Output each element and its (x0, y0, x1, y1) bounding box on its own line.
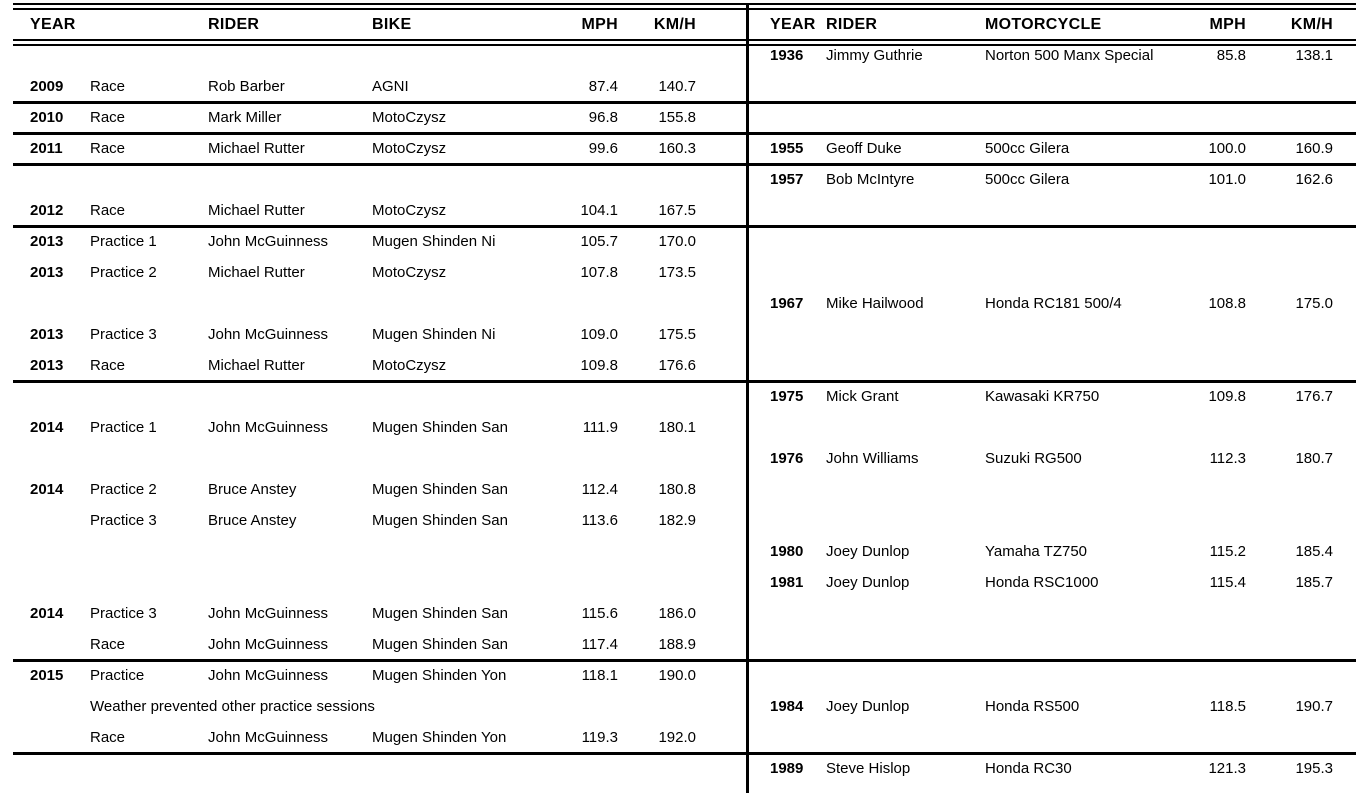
header-row (0, 15, 1360, 35)
rider-cell: Michael Rutter (208, 202, 305, 219)
kmh-cell: 173.5 (658, 264, 696, 281)
table-row (0, 170, 1360, 190)
rider-cell: Steve Hislop (826, 760, 911, 777)
mph-cell: 100.0 (1208, 140, 1246, 157)
year-cell: 2014 (30, 481, 64, 498)
session-cell: Race (90, 729, 126, 746)
table-row (0, 697, 1360, 717)
year-cell: 2014 (30, 419, 64, 436)
table-row (0, 108, 1360, 128)
rider-cell: Rob Barber (208, 78, 285, 95)
rider-cell: Joey Dunlop (826, 574, 910, 591)
rider-cell: John McGuinness (208, 419, 329, 436)
bike-cell: Mugen Shinden Ni (372, 233, 496, 250)
motorcycle-cell: Suzuki RG500 (985, 450, 1082, 467)
kmh-cell: 162.6 (1295, 171, 1333, 188)
rider-cell: John Williams (826, 450, 919, 467)
rider-cell: John McGuinness (208, 667, 329, 684)
table-row (0, 573, 1360, 593)
table-row (0, 511, 1360, 531)
kmh-cell: 180.7 (1295, 450, 1333, 467)
separator-line (13, 225, 1356, 228)
bike-cell: Mugen Shinden San (372, 419, 508, 436)
right-header-kmh: KM/H (1290, 16, 1333, 33)
right-header-motorcycle: MOTORCYCLE (985, 16, 1102, 33)
table-row (0, 263, 1360, 283)
kmh-cell: 176.7 (1295, 388, 1333, 405)
mph-cell: 115.6 (581, 605, 618, 622)
separator-line (13, 659, 1356, 662)
motorcycle-cell: Norton 500 Manx Special (985, 47, 1154, 64)
table-row (0, 728, 1360, 748)
header-rule-1 (13, 39, 1356, 41)
kmh-cell: 188.9 (658, 636, 696, 653)
rider-cell: Joey Dunlop (826, 543, 910, 560)
mph-cell: 112.4 (581, 481, 618, 498)
table-row (0, 542, 1360, 562)
separator-line (13, 752, 1356, 755)
kmh-cell: 185.7 (1295, 574, 1333, 591)
right-header-year: YEAR (770, 16, 816, 33)
year-cell: 1984 (770, 698, 804, 715)
table-row (0, 418, 1360, 438)
kmh-cell: 176.6 (658, 357, 696, 374)
motorcycle-cell: Yamaha TZ750 (985, 543, 1088, 560)
top-rule-1 (13, 3, 1356, 5)
year-cell: 2013 (30, 357, 64, 374)
year-cell: 2013 (30, 264, 64, 281)
rider-cell: John McGuinness (208, 729, 329, 746)
kmh-cell: 180.8 (658, 481, 696, 498)
mph-cell: 104.1 (580, 202, 618, 219)
bike-cell: Mugen Shinden Ni (372, 326, 496, 343)
rider-cell: Michael Rutter (208, 264, 305, 281)
kmh-cell: 182.9 (658, 512, 696, 529)
session-cell: Practice 2 (90, 264, 157, 281)
year-cell: 1955 (770, 140, 804, 157)
mph-cell: 101.0 (1208, 171, 1246, 188)
separator-line (13, 380, 1356, 383)
mph-cell: 119.3 (581, 729, 618, 746)
right-header-mph: MPH (1209, 16, 1246, 33)
kmh-cell: 167.5 (658, 202, 696, 219)
table-row (0, 759, 1360, 779)
year-cell: 2013 (30, 326, 64, 343)
kmh-cell: 160.3 (658, 140, 696, 157)
year-cell: 2009 (30, 78, 64, 95)
session-cell: Race (90, 636, 126, 653)
motorcycle-cell: Honda RS500 (985, 698, 1080, 715)
kmh-cell: 190.7 (1295, 698, 1333, 715)
separator-line (13, 163, 1356, 166)
session-cell: Race (90, 202, 126, 219)
left-header-mph: MPH (581, 16, 618, 33)
session-cell: Practice 1 (90, 419, 157, 436)
left-header-kmh: KM/H (653, 16, 696, 33)
mph-cell: 85.8 (1216, 47, 1246, 64)
bike-cell: Mugen Shinden San (372, 605, 508, 622)
session-cell: Race (90, 78, 126, 95)
year-cell: 1980 (770, 543, 804, 560)
table-row (0, 635, 1360, 655)
year-cell: 2011 (30, 140, 63, 157)
kmh-cell: 138.1 (1295, 47, 1333, 64)
mph-cell: 109.8 (1208, 388, 1246, 405)
mph-cell: 107.8 (580, 264, 618, 281)
bike-cell: Mugen Shinden San (372, 512, 508, 529)
separator-line (13, 101, 1356, 104)
session-cell: Race (90, 357, 126, 374)
year-cell: 1957 (770, 171, 804, 188)
table-row (0, 356, 1360, 376)
mph-cell: 109.8 (580, 357, 618, 374)
bike-cell: MotoCzysz (372, 357, 447, 374)
rider-cell: Joey Dunlop (826, 698, 910, 715)
motorcycle-cell: 500cc Gilera (985, 140, 1070, 157)
bike-cell: MotoCzysz (372, 109, 447, 126)
left-header-year: YEAR (30, 16, 76, 33)
table-row (0, 77, 1360, 97)
year-cell: 1989 (770, 760, 804, 777)
year-cell: 1975 (770, 388, 804, 405)
mph-cell: 109.0 (580, 326, 618, 343)
session-cell: Practice 2 (90, 481, 157, 498)
table-row (0, 480, 1360, 500)
table-row (0, 666, 1360, 686)
bike-cell: MotoCzysz (372, 140, 447, 157)
table-row (0, 294, 1360, 314)
rider-cell: Michael Rutter (208, 357, 305, 374)
mph-cell: 118.1 (581, 667, 618, 684)
year-cell: 2013 (30, 233, 64, 250)
kmh-cell: 140.7 (658, 78, 696, 95)
mph-cell: 87.4 (588, 78, 618, 95)
rider-cell: Mick Grant (826, 388, 899, 405)
kmh-cell: 155.8 (658, 109, 696, 126)
motorcycle-cell: 500cc Gilera (985, 171, 1070, 188)
mph-cell: 118.5 (1209, 698, 1246, 715)
session-cell: Race (90, 140, 126, 157)
bike-cell: MotoCzysz (372, 264, 447, 281)
session-cell: Practice (90, 667, 145, 684)
mph-cell: 112.3 (1209, 450, 1246, 467)
kmh-cell: 170.0 (658, 233, 696, 250)
year-cell: 1981 (770, 574, 804, 591)
table-row (0, 604, 1360, 624)
rider-cell: John McGuinness (208, 636, 329, 653)
motorcycle-cell: Honda RC30 (985, 760, 1072, 777)
rider-cell: Mike Hailwood (826, 295, 924, 312)
kmh-cell: 180.1 (658, 419, 696, 436)
bike-cell: Mugen Shinden San (372, 636, 508, 653)
rider-cell: Bruce Anstey (208, 481, 297, 498)
table-row (0, 139, 1360, 159)
year-cell: 1976 (770, 450, 804, 467)
kmh-cell: 175.0 (1295, 295, 1333, 312)
rider-cell: Bob McIntyre (826, 171, 915, 188)
top-rule-2 (13, 8, 1356, 10)
session-cell: Practice 3 (90, 326, 157, 343)
session-cell: Race (90, 109, 126, 126)
bike-cell: Mugen Shinden Yon (372, 667, 507, 684)
mph-cell: 117.4 (581, 636, 618, 653)
year-cell: 2014 (30, 605, 64, 622)
session-cell: Practice 3 (90, 605, 157, 622)
motorcycle-cell: Kawasaki KR750 (985, 388, 1100, 405)
rider-cell: John McGuinness (208, 233, 329, 250)
year-cell: 1967 (770, 295, 804, 312)
kmh-cell: 185.4 (1295, 543, 1333, 560)
rider-cell: Michael Rutter (208, 140, 305, 157)
mph-cell: 121.3 (1208, 760, 1246, 777)
rider-cell: Mark Miller (208, 109, 282, 126)
bike-cell: Mugen Shinden San (372, 481, 508, 498)
mph-cell: 96.8 (588, 109, 618, 126)
kmh-cell: 186.0 (658, 605, 696, 622)
kmh-cell: 192.0 (658, 729, 696, 746)
mph-cell: 115.2 (1209, 543, 1246, 560)
kmh-cell: 195.3 (1295, 760, 1333, 777)
bike-cell: Mugen Shinden Yon (372, 729, 507, 746)
mph-cell: 105.7 (580, 233, 618, 250)
kmh-cell: 160.9 (1295, 140, 1333, 157)
rider-cell: Geoff Duke (826, 140, 902, 157)
table-row (0, 46, 1360, 66)
rider-cell: Bruce Anstey (208, 512, 297, 529)
table-row (0, 232, 1360, 252)
table-row (0, 201, 1360, 221)
kmh-cell: 190.0 (658, 667, 696, 684)
right-header-rider: RIDER (826, 16, 878, 33)
year-cell: 2015 (30, 667, 64, 684)
year-cell: 2010 (30, 109, 64, 126)
mph-cell: 108.8 (1208, 295, 1246, 312)
kmh-cell: 175.5 (658, 326, 696, 343)
mph-cell: 111.9 (582, 419, 618, 436)
motorcycle-cell: Honda RC181 500/4 (985, 295, 1122, 312)
left-header-bike: BIKE (372, 16, 412, 33)
rider-cell: Jimmy Guthrie (826, 47, 923, 64)
table-row (0, 325, 1360, 345)
bike-cell: MotoCzysz (372, 202, 447, 219)
year-cell: 2012 (30, 202, 64, 219)
note-cell: Weather prevented other practice sessions (90, 698, 375, 715)
rider-cell: John McGuinness (208, 605, 329, 622)
table-row (0, 449, 1360, 469)
left-header-rider: RIDER (208, 16, 260, 33)
mph-cell: 113.6 (581, 512, 618, 529)
session-cell: Practice 3 (90, 512, 157, 529)
bike-cell: AGNI (372, 78, 409, 95)
mph-cell: 115.4 (1209, 574, 1246, 591)
table-row (0, 387, 1360, 407)
year-cell: 1936 (770, 47, 804, 64)
session-cell: Practice 1 (90, 233, 157, 250)
mph-cell: 99.6 (588, 140, 618, 157)
separator-line (13, 132, 1356, 135)
motorcycle-cell: Honda RSC1000 (985, 574, 1099, 591)
rider-cell: John McGuinness (208, 326, 329, 343)
